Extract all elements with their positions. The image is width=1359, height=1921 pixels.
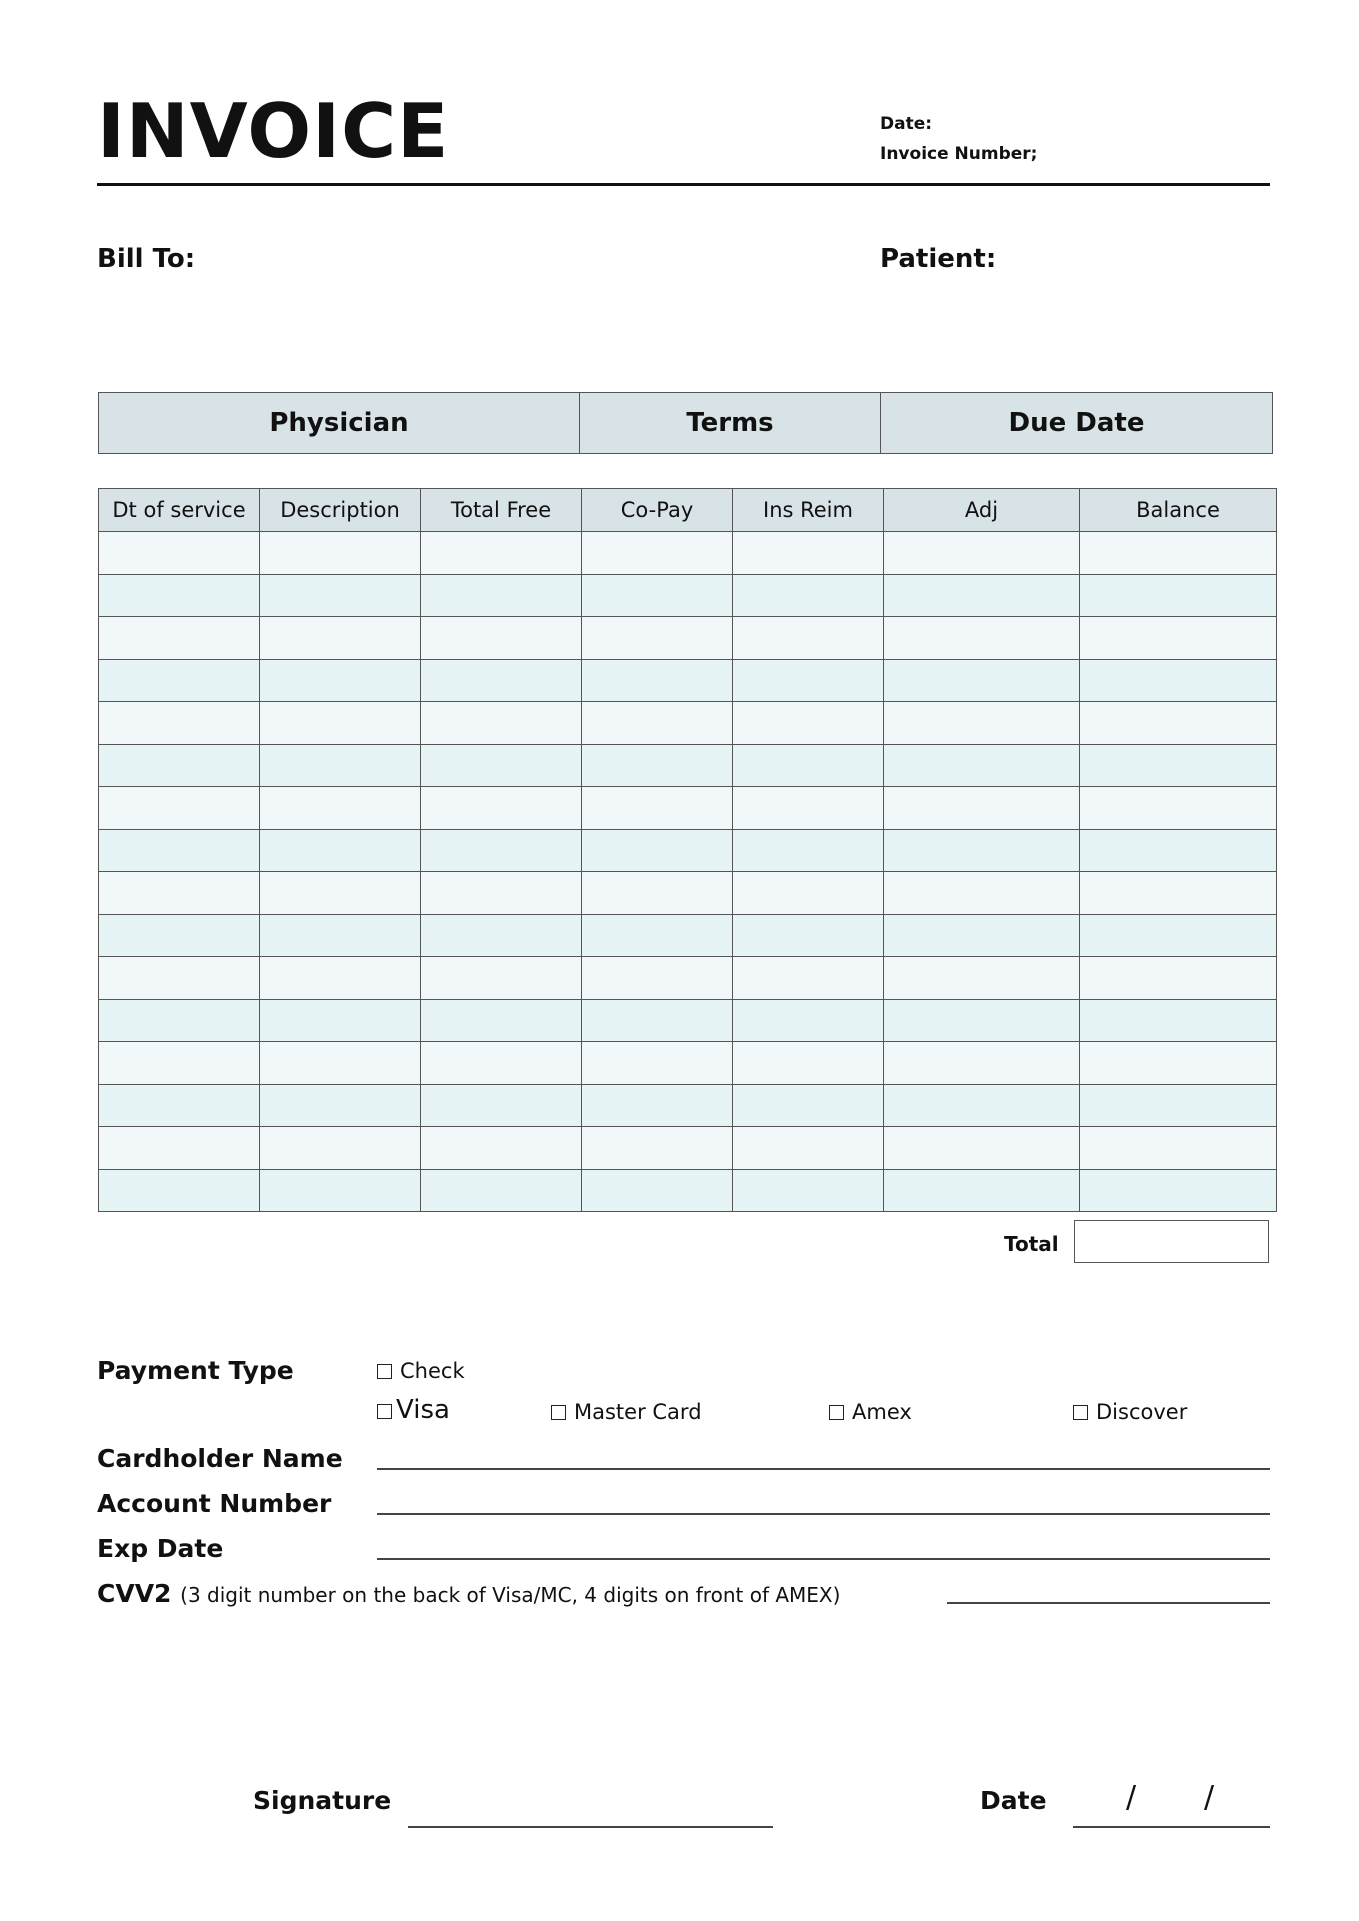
table-cell[interactable] [733,999,884,1042]
table-cell[interactable] [421,617,582,660]
table-cell[interactable] [421,829,582,872]
table-cell[interactable] [884,999,1080,1042]
table-cell[interactable] [99,744,260,787]
table-cell[interactable] [99,829,260,872]
table-cell[interactable] [884,1042,1080,1085]
account-number-label: Account Number [97,1489,332,1518]
table-cell[interactable] [582,532,733,575]
table-cell[interactable] [421,1042,582,1085]
discover-option[interactable] [1073,1400,1187,1424]
table-cell[interactable] [733,532,884,575]
table-cell[interactable] [733,1084,884,1127]
table-cell[interactable] [1080,1084,1277,1127]
table-cell[interactable] [733,617,884,660]
physician-terms-table [98,392,1273,454]
table-cell[interactable] [884,702,1080,745]
table-row [99,532,1277,575]
table-cell[interactable] [99,702,260,745]
table-cell[interactable] [260,1042,421,1085]
header-divider [97,183,1270,186]
table-cell[interactable] [1080,659,1277,702]
check-option[interactable] [377,1359,465,1383]
table-cell[interactable] [421,532,582,575]
table-cell[interactable] [99,659,260,702]
amex-checkbox[interactable] [829,1405,844,1420]
table-cell[interactable] [1080,574,1277,617]
table-row [99,659,1277,702]
table-cell[interactable] [884,1084,1080,1127]
table-cell[interactable] [99,957,260,1000]
cvv2-field[interactable] [947,1602,1270,1604]
table-cell[interactable] [582,872,733,915]
col-ins-reim: Ins Reim [733,489,884,532]
table-row [99,574,1277,617]
table-cell[interactable] [260,702,421,745]
total-label: Total [1004,1232,1059,1256]
table-cell[interactable] [421,914,582,957]
table-cell[interactable] [260,617,421,660]
table-row [99,1127,1277,1170]
table-cell[interactable] [1080,1169,1277,1212]
total-field[interactable] [1074,1220,1269,1263]
check-checkbox[interactable] [377,1364,392,1379]
invoice-number-label: Invoice Number; [880,144,1038,164]
signature-field[interactable] [408,1826,773,1828]
exp-date-field[interactable] [377,1558,1270,1560]
table-cell[interactable] [421,1084,582,1127]
table-cell[interactable] [582,659,733,702]
table-cell[interactable] [582,787,733,830]
col-adj: Adj [884,489,1080,532]
cvv2-label: CVV2 [97,1579,172,1608]
table-cell[interactable] [733,744,884,787]
cardholder-name-field[interactable] [377,1468,1270,1470]
table-cell[interactable] [421,1127,582,1170]
table-row [99,744,1277,787]
table-row [99,1169,1277,1212]
master-card-checkbox[interactable] [551,1405,566,1420]
table-cell[interactable] [884,574,1080,617]
table-cell[interactable] [582,999,733,1042]
date-footer-label: Date [980,1786,1047,1815]
table-cell[interactable] [1080,702,1277,745]
table-cell[interactable] [421,999,582,1042]
table-row [99,702,1277,745]
table-cell[interactable] [421,744,582,787]
table-cell[interactable] [260,744,421,787]
signature-label: Signature [253,1786,392,1815]
table-cell[interactable] [884,829,1080,872]
table-row [99,829,1277,872]
table-cell[interactable] [99,999,260,1042]
visa-option[interactable] [377,1395,450,1425]
table-cell[interactable] [582,617,733,660]
table-row [99,787,1277,830]
table-cell[interactable] [260,1127,421,1170]
table-cell[interactable] [99,872,260,915]
table-cell[interactable] [421,957,582,1000]
table-cell[interactable] [884,1127,1080,1170]
date-separator-1: / [1126,1780,1137,1815]
table-cell[interactable] [582,914,733,957]
table-cell[interactable] [582,957,733,1000]
col-description: Description [260,489,421,532]
table-cell[interactable] [733,957,884,1000]
table-cell[interactable] [99,617,260,660]
patient-label: Patient: [880,244,997,274]
table-cell[interactable] [582,829,733,872]
amex-option[interactable] [829,1400,912,1424]
visa-option-label: Visa [396,1395,450,1425]
table-cell[interactable] [733,659,884,702]
table-cell[interactable] [884,914,1080,957]
table-cell[interactable] [582,702,733,745]
col-total-free: Total Free [421,489,582,532]
table-cell[interactable] [260,659,421,702]
date-label: Date: [880,114,933,134]
amex-option-label: Amex [852,1400,912,1424]
table-cell[interactable] [1080,957,1277,1000]
table-cell[interactable] [99,574,260,617]
table-row [99,872,1277,915]
table-cell[interactable] [1080,1127,1277,1170]
table-cell[interactable] [733,1127,884,1170]
table-cell[interactable] [733,574,884,617]
table-cell[interactable] [421,872,582,915]
col-co-pay: Co-Pay [582,489,733,532]
table-cell[interactable] [1080,1042,1277,1085]
bill-to-label: Bill To: [97,244,196,274]
master-card-option-label: Master Card [574,1400,702,1424]
table-row [99,914,1277,957]
table-cell[interactable] [733,1042,884,1085]
discover-option-label: Discover [1096,1400,1188,1424]
table-row [99,1042,1277,1085]
table-cell[interactable] [99,787,260,830]
master-card-option[interactable] [551,1400,702,1424]
table-cell[interactable] [1080,829,1277,872]
table-cell[interactable] [260,957,421,1000]
table-cell[interactable] [99,1169,260,1212]
date-footer-field[interactable] [1073,1826,1270,1828]
table-cell[interactable] [1080,532,1277,575]
table-cell[interactable] [421,702,582,745]
table-cell[interactable] [1080,617,1277,660]
exp-date-label: Exp Date [97,1534,224,1563]
check-option-label: Check [400,1359,465,1383]
table-cell[interactable] [1080,914,1277,957]
table-cell[interactable] [99,914,260,957]
discover-checkbox[interactable] [1073,1405,1088,1420]
terms-header: Terms [580,393,881,454]
table-cell[interactable] [733,872,884,915]
table-cell[interactable] [421,787,582,830]
table-cell[interactable] [884,532,1080,575]
table-cell[interactable] [582,1084,733,1127]
services-table [98,488,1277,1212]
table-cell[interactable] [733,787,884,830]
cvv2-row [97,1579,840,1608]
date-separator-2: / [1204,1780,1215,1815]
table-cell[interactable] [733,702,884,745]
cardholder-name-label: Cardholder Name [97,1444,343,1473]
table-row [99,1084,1277,1127]
table-cell[interactable] [884,872,1080,915]
table-cell[interactable] [99,1084,260,1127]
col-dt-of-service: Dt of service [99,489,260,532]
table-cell[interactable] [582,1042,733,1085]
table-row [99,617,1277,660]
services-table-body [99,532,1277,1212]
physician-header: Physician [99,393,580,454]
table-cell[interactable] [260,787,421,830]
table-cell[interactable] [884,617,1080,660]
table-cell[interactable] [1080,872,1277,915]
table-cell[interactable] [260,1169,421,1212]
table-cell[interactable] [260,574,421,617]
table-cell[interactable] [260,829,421,872]
table-cell[interactable] [260,1084,421,1127]
table-cell[interactable] [884,787,1080,830]
table-cell[interactable] [733,914,884,957]
table-cell[interactable] [99,532,260,575]
table-cell[interactable] [421,574,582,617]
table-cell[interactable] [884,659,1080,702]
table-row [99,999,1277,1042]
table-cell[interactable] [582,1127,733,1170]
table-cell[interactable] [99,1042,260,1085]
table-cell[interactable] [582,574,733,617]
table-cell[interactable] [260,999,421,1042]
table-cell[interactable] [1080,999,1277,1042]
table-cell[interactable] [260,872,421,915]
account-number-field[interactable] [377,1513,1270,1515]
due-date-header: Due Date [881,393,1273,454]
table-cell[interactable] [1080,787,1277,830]
invoice-title: INVOICE [97,87,450,175]
table-cell[interactable] [582,744,733,787]
table-cell[interactable] [260,914,421,957]
visa-checkbox[interactable] [377,1404,392,1419]
cvv2-note: (3 digit number on the back of Visa/MC, 4 digits on front of AMEX) [180,1583,841,1607]
table-cell[interactable] [99,1127,260,1170]
table-cell[interactable] [421,659,582,702]
payment-type-label: Payment Type [97,1356,294,1385]
table-cell[interactable] [884,744,1080,787]
table-cell[interactable] [884,1169,1080,1212]
table-cell[interactable] [582,1169,733,1212]
table-row [99,957,1277,1000]
table-cell[interactable] [733,1169,884,1212]
table-cell[interactable] [1080,744,1277,787]
table-cell[interactable] [884,957,1080,1000]
table-cell[interactable] [260,532,421,575]
table-cell[interactable] [421,1169,582,1212]
table-cell[interactable] [733,829,884,872]
col-balance: Balance [1080,489,1277,532]
